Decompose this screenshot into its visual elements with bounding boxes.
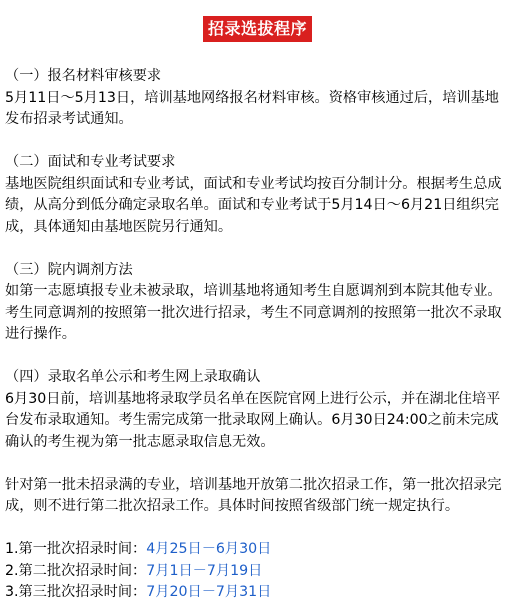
section-body-3: 如第一志愿填报专业未被录取，培训基地将通知考生自愿调剂到本院其他专业。考生同意调剂的按照第一批次进行招录，考生不同意调剂的按照第一批次不录取进行操作。 xyxy=(5,283,502,342)
section-heading-1: （一）报名材料审核要求 xyxy=(5,68,162,84)
second-round-note: 针对第一批未招录满的专业，培训基地开放第二批次招录工作，第一批次招录完成，则不进行第二批次招录工作。具体时间按照省级部门统一规定执行。 xyxy=(5,476,502,514)
section-heading-3: （三）院内调剂方法 xyxy=(5,261,133,278)
spacer xyxy=(5,518,510,540)
spacer xyxy=(5,238,510,260)
section-heading-2: （二）面试和专业考试要求 xyxy=(5,154,176,170)
spacer xyxy=(5,453,510,475)
schedule-dates: 4月25日－6月30日 xyxy=(146,541,272,557)
schedule-label: 1.第一批次招录时间： xyxy=(5,541,147,557)
section-body-2: 基地医院组织面试和专业考试，面试和专业考试均按百分制计分。根据考生总成绩，从高分到低分确定录取名单。面试和专业考试于5月14日～6月21日组织完成，具体通知由基地医院另行通知。 xyxy=(5,175,502,235)
page-title: 招录选拔程序 xyxy=(203,16,312,42)
schedule-dates: 7月1日－7月19日 xyxy=(146,562,263,579)
spacer xyxy=(5,131,510,153)
section-heading-4: （四）录取名单公示和考生网上录取确认 xyxy=(5,369,261,385)
section-body-4: 6月30日前，培训基地将录取学员名单在医院官网上进行公示，并在湖北住培平台发布录取通知。考生需完成第一批录取网上确认。6月30日24:00之前未完成确认的考生视为第一批志愿录取信息无效。 xyxy=(5,390,501,450)
section-body-1: 5月11日～5月13日，培训基地网络报名材料审核。资格审核通过后，培训基地发布招录考试通知。 xyxy=(5,89,499,127)
schedule-dates: 7月20日－7月31日 xyxy=(146,584,272,600)
title-container xyxy=(0,16,515,42)
schedule-item-1 xyxy=(5,539,510,561)
schedule-item-2 xyxy=(5,561,510,583)
schedule-label: 3.第三批次招录时间： xyxy=(5,584,147,600)
document-body xyxy=(5,66,510,604)
schedule-label: 2.第二批次招录时间： xyxy=(5,562,147,579)
schedule-item-3 xyxy=(5,582,510,604)
spacer xyxy=(5,346,510,368)
